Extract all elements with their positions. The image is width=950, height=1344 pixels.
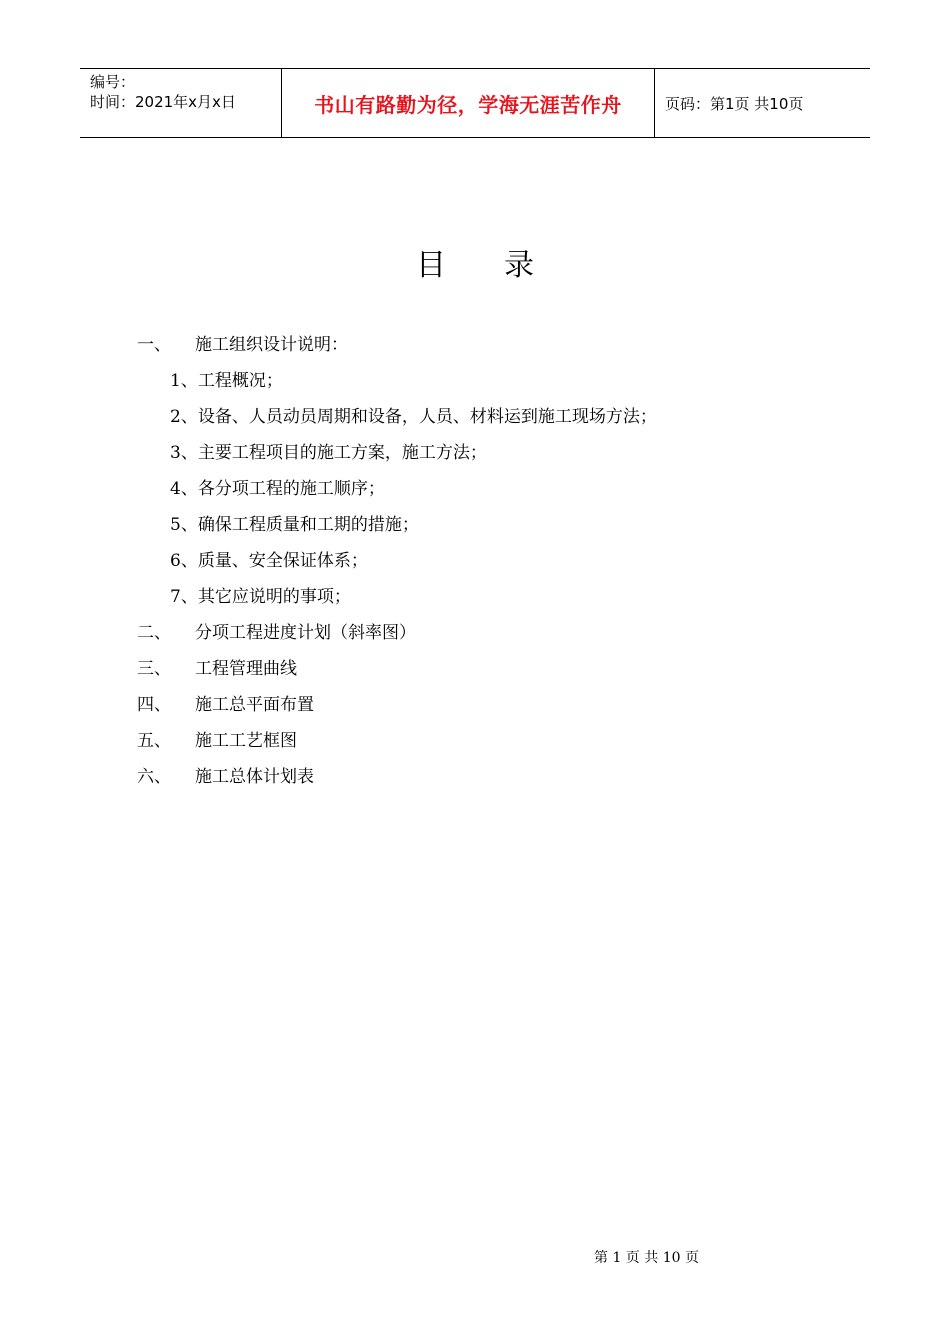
toc-item	[170, 366, 283, 396]
toc-item-text: 工程管理曲线	[195, 659, 297, 679]
toc-item-number: 一、	[137, 335, 171, 355]
toc-item	[137, 330, 348, 360]
toc-item	[170, 582, 351, 612]
toc-item	[137, 762, 314, 792]
toc-item-text: 分项工程进度计划（斜率图）	[195, 623, 416, 643]
toc-item-text: 施工工艺框图	[195, 731, 297, 751]
toc-item-text: 施工总平面布置	[195, 695, 314, 715]
toc-item-text: 5、确保工程质量和工期的措施；	[170, 515, 419, 535]
title-char-1: 目	[416, 248, 446, 283]
title-char-2: 录	[504, 248, 534, 283]
toc-item	[170, 402, 657, 432]
toc-item	[170, 474, 385, 504]
document-time-label: 时间：2021年x月x日	[90, 93, 236, 111]
toc-item-text: 施工总体计划表	[195, 767, 314, 787]
toc-item	[170, 546, 368, 576]
toc-item	[137, 690, 314, 720]
header-motto: 书山有路勤为径，学海无涯苦作舟	[314, 92, 622, 117]
toc-item-number: 四、	[137, 695, 171, 715]
header-middle-cell	[282, 69, 655, 137]
header-page-info: 页码：第1页 共10页	[665, 94, 804, 113]
toc-item-text: 1、工程概况；	[170, 371, 283, 391]
toc-item	[137, 654, 297, 684]
toc-item	[170, 438, 487, 468]
toc-item-number: 五、	[137, 731, 171, 751]
toc-item-text: 3、主要工程项目的施工方案，施工方法；	[170, 443, 487, 463]
toc-item-number: 六、	[137, 767, 171, 787]
page-title	[0, 240, 950, 284]
toc-item-text: 施工组织设计说明：	[195, 335, 348, 355]
toc-item-text: 2、设备、人员动员周期和设备，人员、材料运到施工现场方法；	[170, 407, 657, 427]
document-number-label: 编号：	[90, 73, 136, 91]
page-header	[80, 68, 870, 138]
toc-item	[170, 510, 419, 540]
toc-item-number: 二、	[137, 623, 171, 643]
toc-item-number: 三、	[137, 659, 171, 679]
toc-item-text: 7、其它应说明的事项；	[170, 587, 351, 607]
header-right-cell	[655, 69, 870, 137]
toc-item-text: 4、各分项工程的施工顺序；	[170, 479, 385, 499]
toc-item	[137, 726, 297, 756]
footer-page-number: 第 1 页 共 10 页	[594, 1250, 699, 1266]
header-left-cell	[80, 69, 282, 137]
toc-item-text: 6、质量、安全保证体系；	[170, 551, 368, 571]
toc-item	[137, 618, 416, 648]
